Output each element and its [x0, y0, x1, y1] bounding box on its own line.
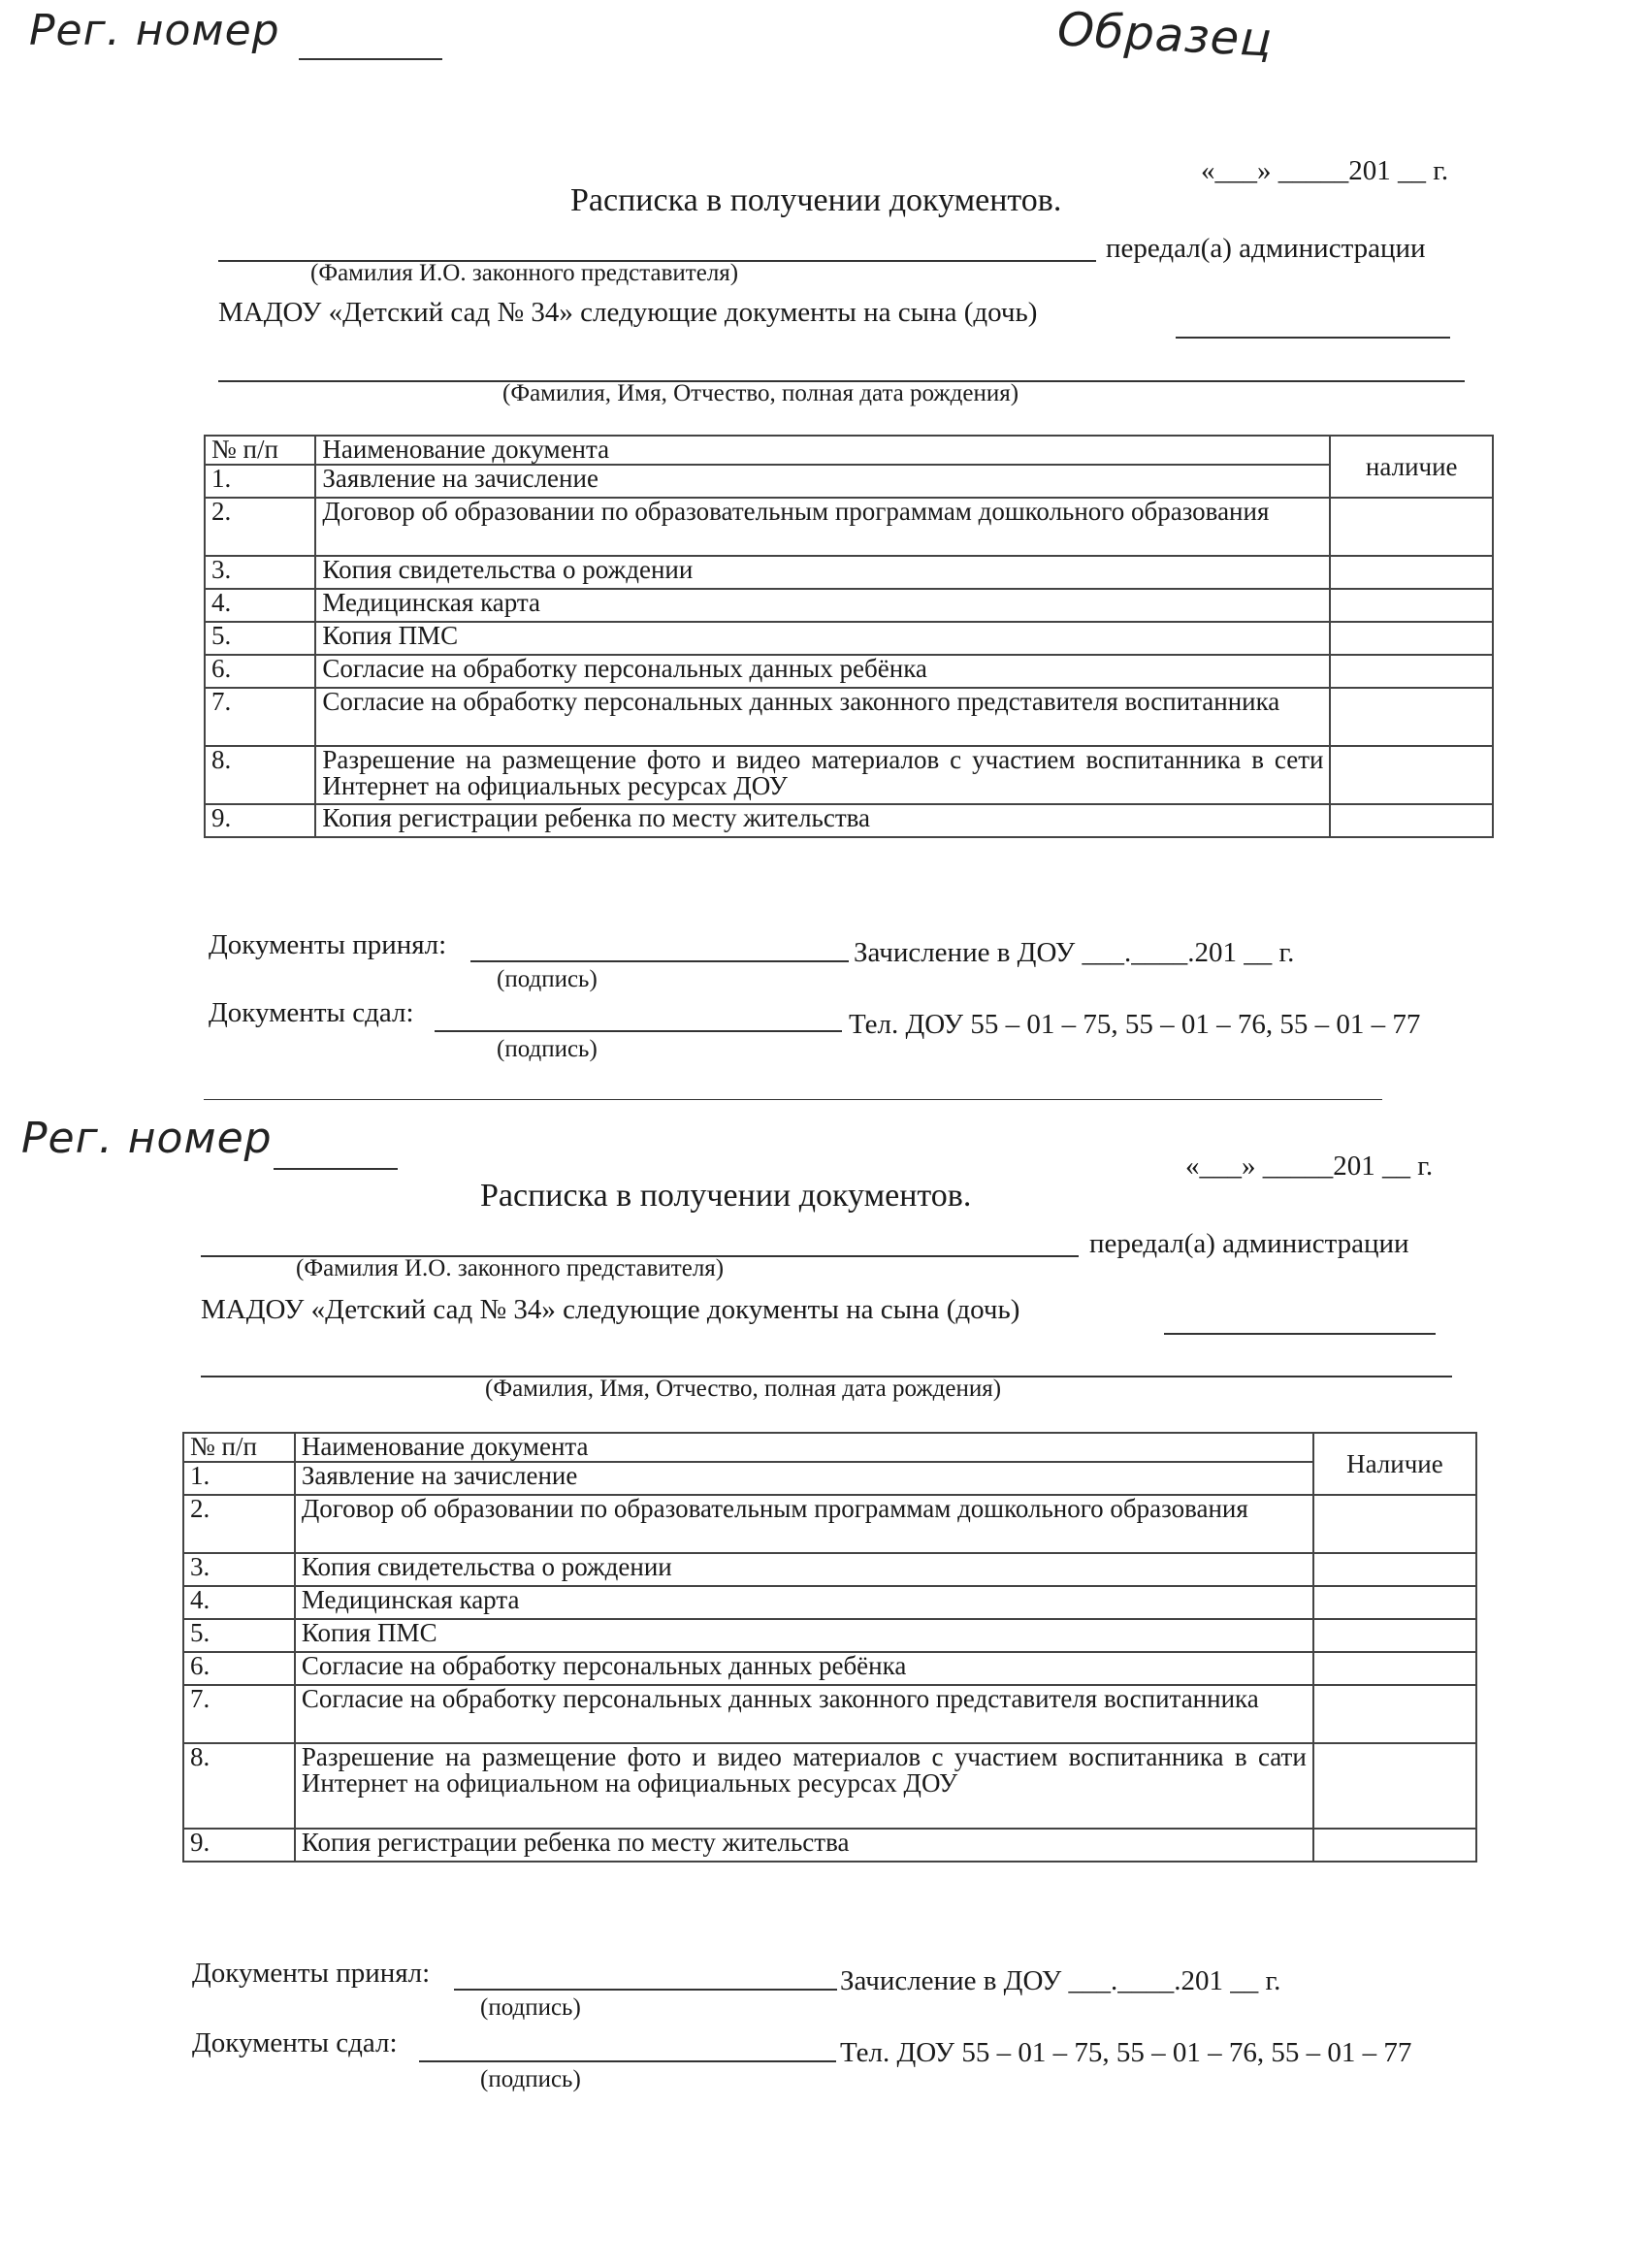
- child-line-short[interactable]: [1164, 1333, 1436, 1335]
- col-num-header: № п/п: [183, 1433, 295, 1462]
- avail-cell[interactable]: [1330, 498, 1493, 556]
- table-row-num: 2.: [205, 498, 315, 556]
- table-row-name: Копия свидетельства о рождении: [295, 1553, 1313, 1586]
- table-row-name: Медицинская карта: [295, 1586, 1313, 1619]
- avail-cell[interactable]: [1330, 655, 1493, 688]
- accepted-label: Документы принял:: [209, 929, 447, 960]
- table-row-num: 8.: [205, 746, 315, 804]
- date-field[interactable]: «___» _____201 __ г.: [1185, 1150, 1434, 1182]
- child-caption: (Фамилия, Имя, Отчество, полная дата рождения): [502, 380, 1019, 406]
- avail-cell[interactable]: [1313, 1495, 1476, 1553]
- child-caption: (Фамилия, Имя, Отчество, полная дата рождения): [485, 1376, 1002, 1402]
- table-row-num: 4.: [183, 1586, 295, 1619]
- col-num-header: № п/п: [205, 436, 315, 465]
- table-row-num: 6.: [183, 1652, 295, 1685]
- avail-cell[interactable]: [1330, 589, 1493, 622]
- table-row-name: Договор об образовании по образовательным программам дошкольного образования: [295, 1495, 1313, 1553]
- avail-cell[interactable]: [1330, 688, 1493, 746]
- phone-text: Тел. ДОУ 55 – 01 – 75, 55 – 01 – 76, 55 – 01 – 77: [849, 1009, 1421, 1040]
- signature-caption: (подпись): [480, 2066, 581, 2092]
- avail-cell[interactable]: [1330, 804, 1493, 837]
- table-row-name: Согласие на обработку персональных данных ребёнка: [295, 1652, 1313, 1685]
- col-name-header: Наименование документа: [315, 436, 1330, 465]
- accepted-signature-line[interactable]: [454, 1989, 837, 1991]
- table-row-num: 5.: [183, 1619, 295, 1652]
- submitted-label: Документы сдал:: [192, 2027, 398, 2058]
- avail-cell[interactable]: [1313, 1586, 1476, 1619]
- table-row-name: Копия ПМС: [295, 1619, 1313, 1652]
- transfer-text: передал(а) администрации: [1106, 233, 1426, 264]
- table-row-name: Согласие на обработку персональных данных законного представителя воспитанника: [295, 1685, 1313, 1743]
- avail-cell[interactable]: [1313, 1685, 1476, 1743]
- table-row-name: Согласие на обработку персональных данных законного представителя воспитанника: [315, 688, 1330, 746]
- signature-caption: (подпись): [497, 966, 598, 992]
- table-row-name: Копия регистрации ребенка по месту жительства: [315, 804, 1330, 837]
- avail-cell[interactable]: [1330, 556, 1493, 589]
- table-row-name: Копия ПМС: [315, 622, 1330, 655]
- child-line-short[interactable]: [1176, 337, 1450, 339]
- date-field[interactable]: «___» _____201 __ г.: [1201, 155, 1449, 186]
- avail-cell[interactable]: [1313, 1619, 1476, 1652]
- col-avail-header: Наличие: [1313, 1433, 1476, 1495]
- reg-number-label: Рег. номер: [29, 6, 280, 55]
- enroll-text: Зачисление в ДОУ ___.____.201 __ г.: [840, 1965, 1281, 1996]
- representative-caption: (Фамилия И.О. законного представителя): [296, 1255, 725, 1281]
- table-row-num: 3.: [205, 556, 315, 589]
- table-row-name: Согласие на обработку персональных данных ребёнка: [315, 655, 1330, 688]
- signature-caption: (подпись): [480, 1994, 581, 2021]
- avail-cell[interactable]: [1330, 622, 1493, 655]
- accepted-signature-line[interactable]: [470, 960, 849, 962]
- avail-cell[interactable]: [1330, 746, 1493, 804]
- table-row-name: Разрешение на размещение фото и видео материалов с участием воспитанника в сети Интернет на официальных ресурсах ДОУ: [315, 746, 1330, 804]
- sample-stamp: Образец: [1055, 2, 1275, 68]
- reg-number-label: Рег. номер: [21, 1114, 273, 1163]
- table-row-num: 8.: [183, 1743, 295, 1829]
- phone-text: Тел. ДОУ 55 – 01 – 75, 55 – 01 – 76, 55 – 01 – 77: [840, 2037, 1412, 2068]
- receipt-2: [0, 988, 1649, 2122]
- receipt-title: Расписка в получении документов.: [570, 182, 1062, 218]
- table-row-name: Копия свидетельства о рождении: [315, 556, 1330, 589]
- representative-caption: (Фамилия И.О. законного представителя): [310, 260, 739, 286]
- table-row-num: 2.: [183, 1495, 295, 1553]
- table-row-name: Разрешение на размещение фото и видео материалов с участием воспитанника в сати Интернет на официальном на официальных ресурсах ДОУ: [295, 1743, 1313, 1829]
- table-row-name: Медицинская карта: [315, 589, 1330, 622]
- documents-table: [182, 1432, 1477, 1863]
- avail-cell[interactable]: [1313, 1553, 1476, 1586]
- table-row-num: 3.: [183, 1553, 295, 1586]
- table-row-name: Заявление на зачисление: [295, 1462, 1313, 1495]
- table-row-num: 7.: [205, 688, 315, 746]
- table-row-num: 1.: [205, 465, 315, 498]
- reg-number-line[interactable]: [299, 58, 442, 60]
- col-name-header: Наименование документа: [295, 1433, 1313, 1462]
- reg-number-line[interactable]: [274, 1168, 398, 1170]
- col-avail-header: наличие: [1330, 436, 1493, 498]
- avail-cell[interactable]: [1313, 1743, 1476, 1829]
- table-row-num: 4.: [205, 589, 315, 622]
- table-row-num: 6.: [205, 655, 315, 688]
- accepted-label: Документы принял:: [192, 1958, 431, 1989]
- table-row-name: Копия регистрации ребенка по месту жительства: [295, 1829, 1313, 1862]
- table-row-num: 9.: [183, 1829, 295, 1862]
- submitted-label: Документы сдал:: [209, 997, 414, 1028]
- enroll-text: Зачисление в ДОУ ___.____.201 __ г.: [854, 937, 1295, 968]
- documents-table: [204, 435, 1494, 838]
- table-row-name: Заявление на зачисление: [315, 465, 1330, 498]
- org-text: МАДОУ «Детский сад № 34» следующие документы на сына (дочь): [201, 1294, 1020, 1325]
- transfer-text: передал(а) администрации: [1089, 1228, 1409, 1259]
- table-row-num: 5.: [205, 622, 315, 655]
- org-text: МАДОУ «Детский сад № 34» следующие документы на сына (дочь): [218, 297, 1038, 328]
- table-row-name: Договор об образовании по образовательным программам дошкольного образования: [315, 498, 1330, 556]
- avail-cell[interactable]: [1313, 1652, 1476, 1685]
- table-row-num: 9.: [205, 804, 315, 837]
- receipt-title: Расписка в получении документов.: [480, 1178, 972, 1214]
- signature-caption: (подпись): [497, 1036, 598, 1062]
- avail-cell[interactable]: [1313, 1829, 1476, 1862]
- submitted-signature-line[interactable]: [419, 2060, 836, 2062]
- table-row-num: 1.: [183, 1462, 295, 1495]
- table-row-num: 7.: [183, 1685, 295, 1743]
